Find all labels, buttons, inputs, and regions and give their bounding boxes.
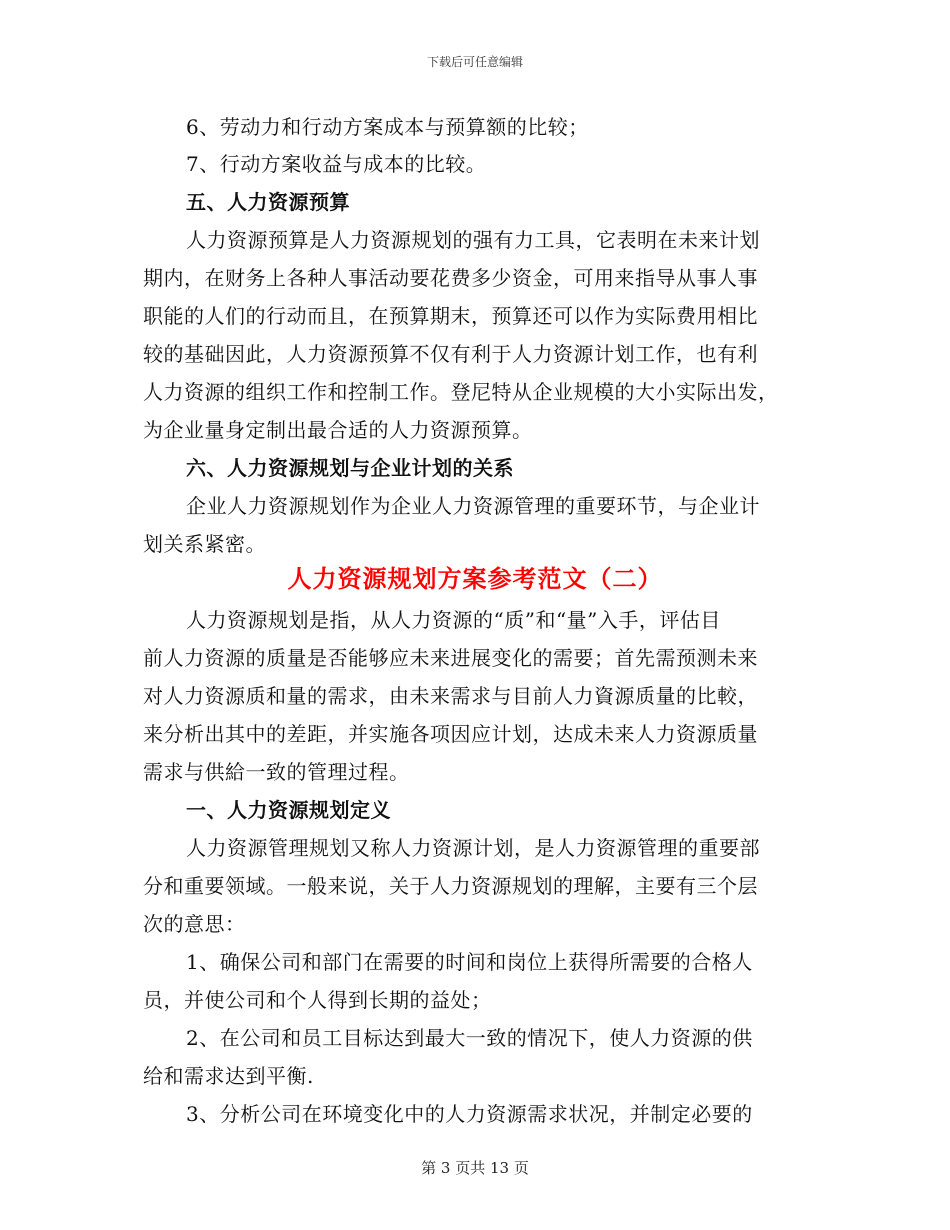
list-item-1: 1、确保公司和部门在需要的时间和岗位上获得所需要的合格人 xyxy=(186,950,753,974)
paragraph-line: 对人力资源质和量的需求，由未来需求与目前人力資源质量的比較， xyxy=(143,684,758,708)
paragraph-line: 前人力资源的质量是否能够应未来进展变化的需要；首先需预测未来 xyxy=(143,646,758,670)
paragraph-line: 来分析出其中的差距，并实施各项因应计划，达成未来人力资源质量 xyxy=(143,722,758,746)
section-heading-relation: 六、人力资源规划与企业计划的关系 xyxy=(186,456,514,480)
paragraph-line: 职能的人们的行动而且，在预算期末，预算还可以作为实际费用相比 xyxy=(143,304,758,328)
section-heading-budget: 五、人力资源预算 xyxy=(186,190,350,214)
paragraph-line: 期内，在财务上各种人事活动要花费多少资金，可用来指导从事人事 xyxy=(143,266,758,290)
page-footer: 第 3 页共 13 页 xyxy=(421,1159,529,1177)
paragraph-line: 划关系紧密。 xyxy=(143,532,266,556)
paragraph-line: 给和需求达到平衡. xyxy=(143,1064,314,1088)
paragraph-line: 人力资源预算是人力资源规划的强有力工具，它表明在未来计划 xyxy=(186,228,760,252)
paragraph-line: 需求与供給一致的管理过程。 xyxy=(143,760,410,784)
list-item-7: 7、行动方案收益与成本的比较。 xyxy=(186,152,487,176)
document-title: 人力资源规划方案参考范文（二） xyxy=(287,564,663,593)
paragraph-line: 为企业量身定制出最合适的人力资源预算。 xyxy=(143,418,533,442)
paragraph-line: 人力资源管理规划又称人力资源计划，是人力资源管理的重要部 xyxy=(186,836,760,860)
paragraph-line: 较的基础因此，人力资源预算不仅有利于人力资源计划工作，也有利 xyxy=(143,342,758,366)
list-item-3: 3、分析公司在环境变化中的人力资源需求状况，并制定必要的 xyxy=(186,1102,753,1126)
paragraph-line: 企业人力资源规划作为企业人力资源管理的重要环节，与企业计 xyxy=(186,494,760,518)
paragraph-line: 次的意思： xyxy=(143,912,246,936)
paragraph-line: 人力资源规划是指，从人力资源的“质”和“量”入手，评估目 xyxy=(186,608,721,632)
page-header: 下载后可任意编辑 xyxy=(426,55,523,69)
list-item-6: 6、劳动力和行动方案成本与预算额的比较； xyxy=(186,115,589,139)
paragraph-line: 分和重要领域。一般来说，关于人力资源规划的理解，主要有三个层 xyxy=(143,874,758,898)
list-item-2: 2、在公司和员工目标达到最大一致的情况下，使人力资源的供 xyxy=(186,1026,753,1050)
paragraph-line: 员，并使公司和个人得到长期的益处； xyxy=(143,988,492,1012)
paragraph-line: 人力资源的组织工作和控制工作。登尼特从企业规模的大小实际出发， xyxy=(143,380,779,404)
section-heading-definition: 一、人力资源规划定义 xyxy=(186,798,391,822)
